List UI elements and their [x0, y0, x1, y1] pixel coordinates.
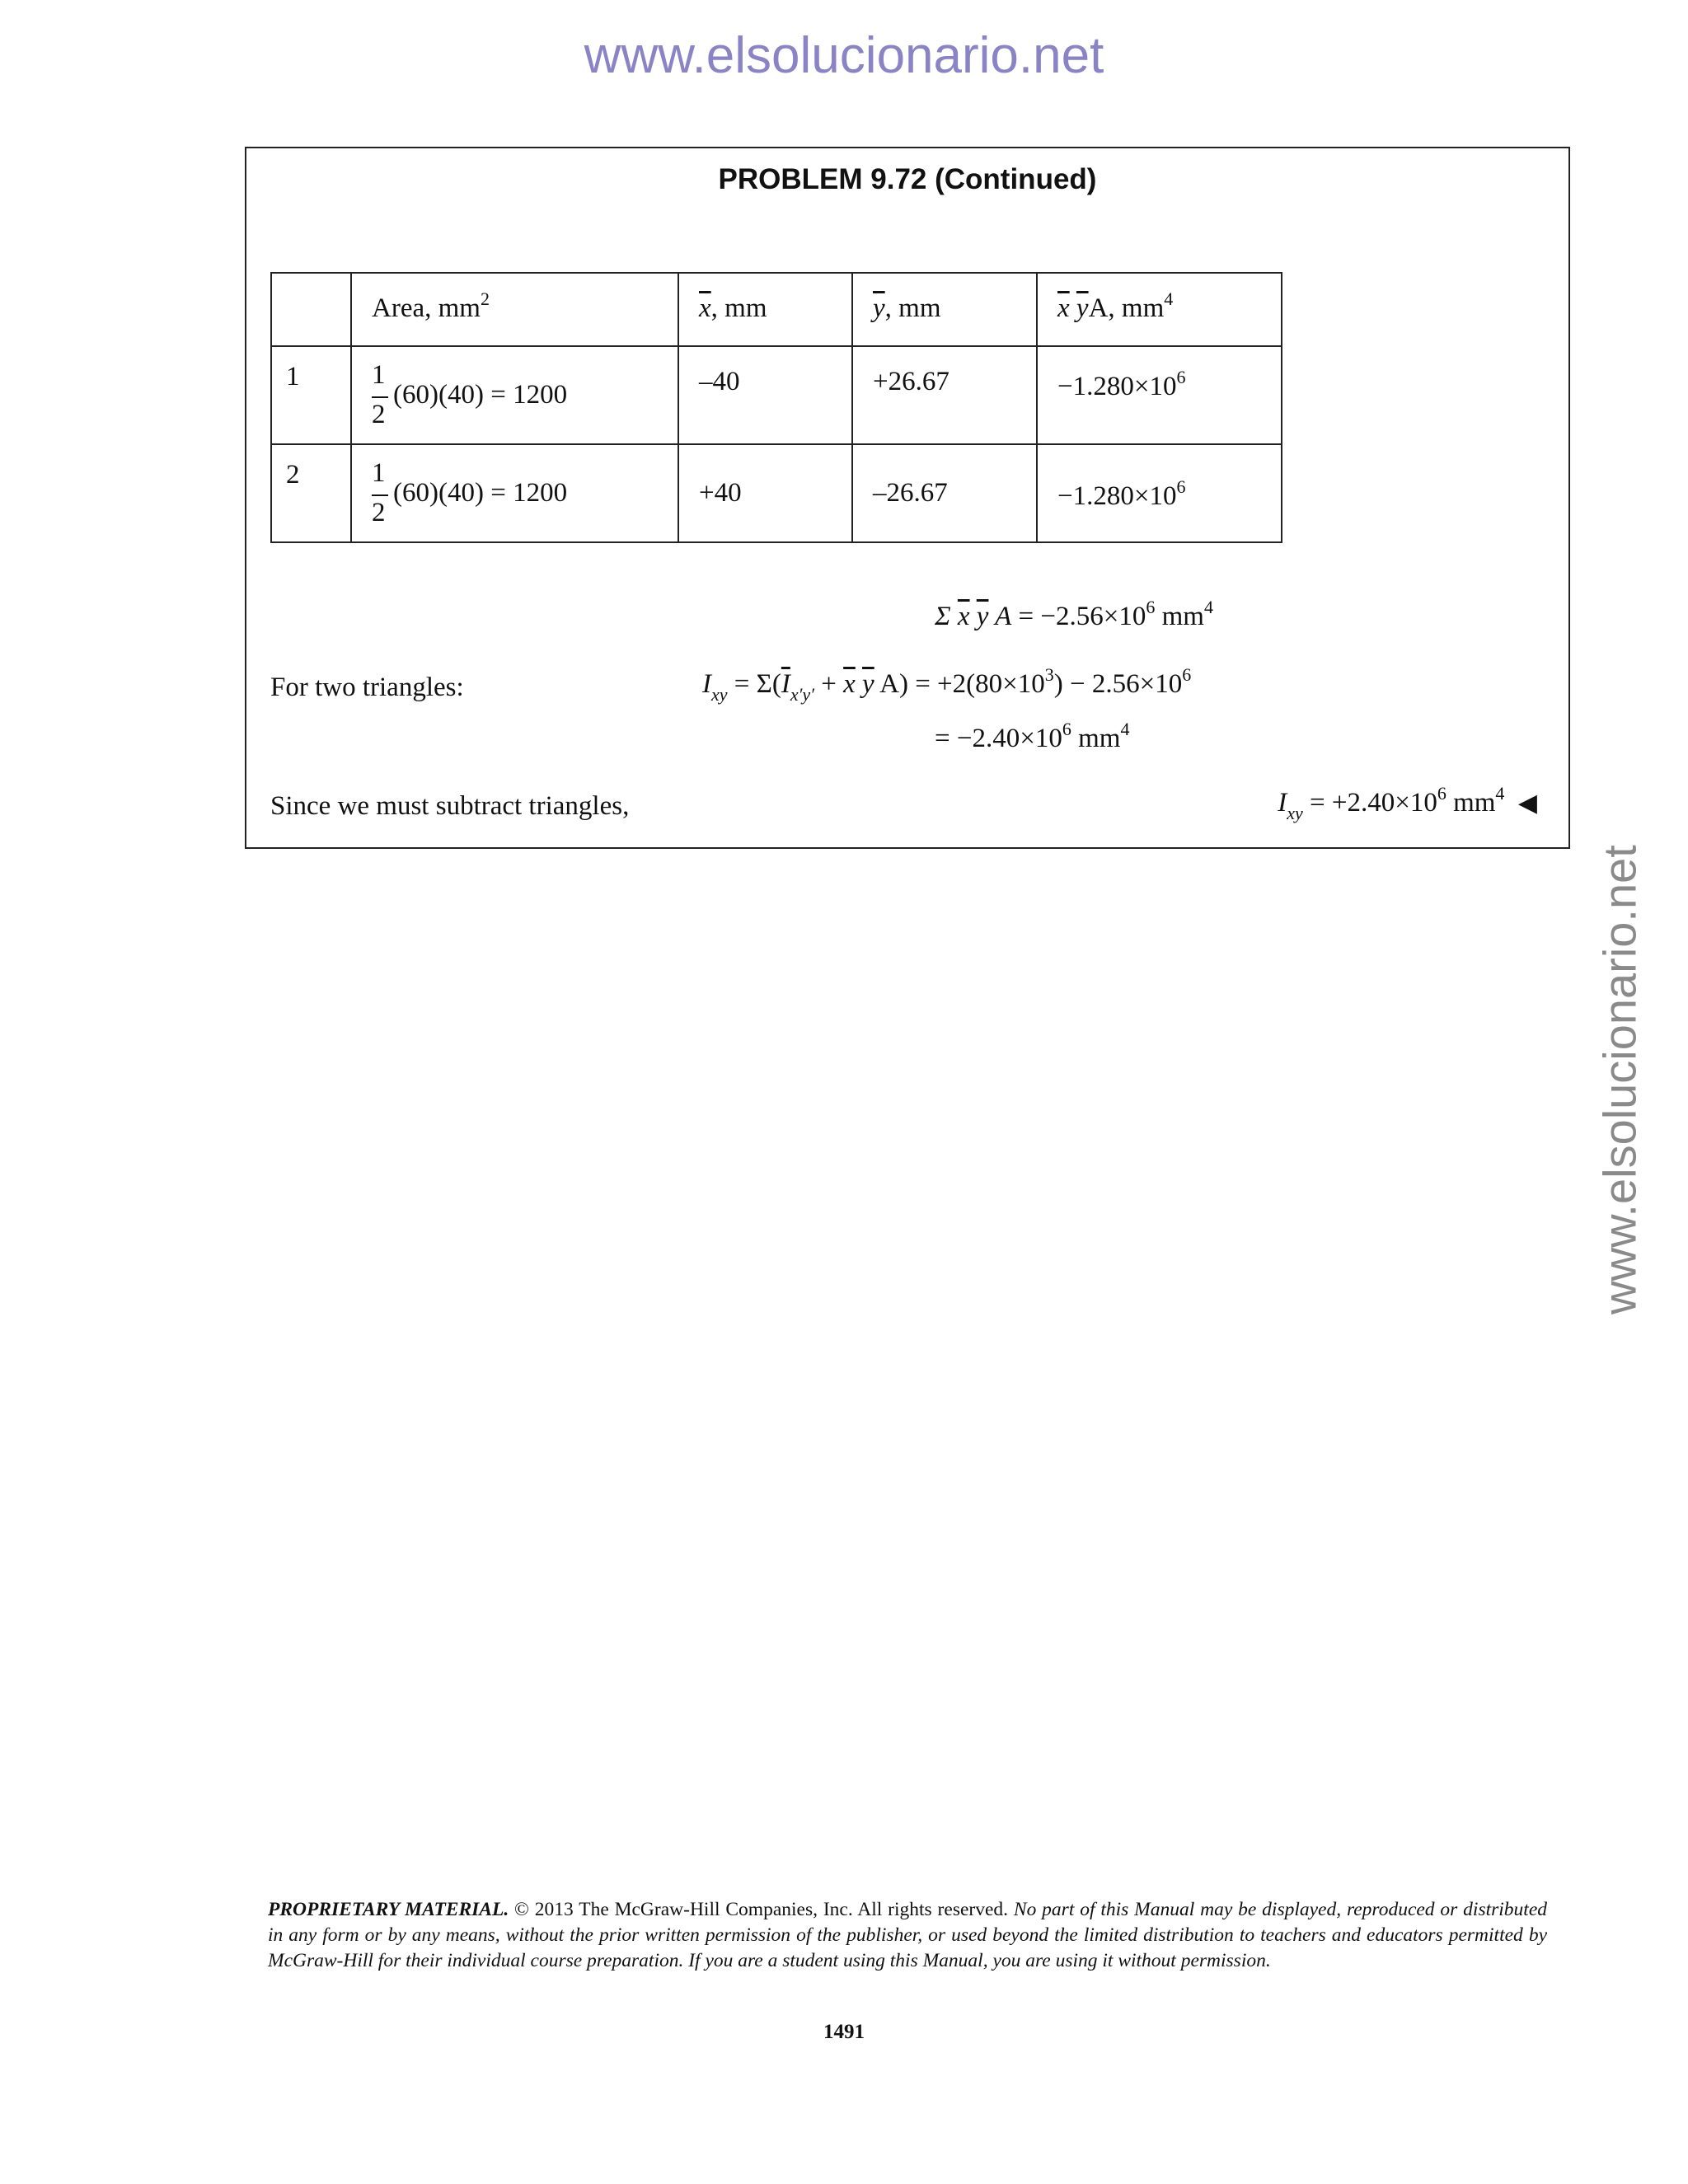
- footer-italic: No part of this Manual may be displayed, reproduced or distributed in any form or by any means, without the prior written permission of the publisher, or used beyond the limited distribution to teachers and educators permitted by McGraw-Hill for their individual course preparation. If you are a student using this Manual, you are using it without permission.: [268, 1899, 1548, 1971]
- table-row: [271, 346, 1282, 444]
- sum-unit-exp: 4: [1203, 597, 1213, 617]
- row-area-cell: [351, 346, 678, 444]
- row-index-cell: [271, 346, 351, 444]
- ixy-result-line: [935, 719, 1130, 754]
- header-y-label: $\overline{y}$, mm: [873, 293, 941, 323]
- row-number: 1: [286, 362, 300, 391]
- row-y-cell: [852, 444, 1037, 542]
- watermark-top[interactable]: www.elsolucionario.net: [584, 27, 1104, 84]
- row-xya-value: −1.280×10: [1057, 372, 1177, 401]
- row-x-cell: [678, 346, 852, 444]
- ixy-lhs-sub: xy: [711, 684, 728, 705]
- header-xya-sup: 4: [1164, 288, 1174, 309]
- final-exp: 6: [1437, 783, 1447, 804]
- row-y-value: +26.67: [873, 367, 950, 396]
- ixy-mid-c: ) − 2.56×10: [1053, 669, 1183, 699]
- row-xya-cell: [1037, 444, 1282, 542]
- fraction-bar: [372, 396, 388, 398]
- ixy-mid-exp: 3: [1044, 664, 1054, 685]
- final-rhs: = +2.40×10: [1302, 788, 1437, 818]
- fraction-denominator: 2: [372, 400, 386, 429]
- row-y-value: –26.67: [873, 478, 948, 508]
- row-xya-exp: 6: [1176, 367, 1186, 387]
- ixy-mid-exp2: 6: [1182, 664, 1192, 685]
- ixy-line2: = −2.40×10: [935, 724, 1062, 753]
- footer-bold: PROPRIETARY MATERIAL.: [268, 1899, 509, 1920]
- watermark-side-text[interactable]: www.elsolucionario.net: [1593, 845, 1646, 1315]
- sum-unit: mm: [1155, 602, 1204, 631]
- header-cell-y: [852, 273, 1037, 346]
- sum-lhs: Σ $\overline{x}$ $\overline{y}$ A: [935, 602, 1012, 631]
- ixy-line2-unit: mm: [1071, 724, 1121, 753]
- area-expression: (60)(40) = 1200: [393, 478, 568, 508]
- conclusion-label: Since we must subtract triangles,: [270, 791, 630, 821]
- ixy-mid-sub: x′y′: [790, 684, 814, 705]
- footer-normal: © 2013 The McGraw-Hill Companies, Inc. All rights reserved.: [509, 1899, 1014, 1920]
- row-x-cell: [678, 444, 852, 542]
- ixy-lhs: I: [702, 669, 711, 699]
- row-x-value: +40: [699, 478, 742, 508]
- table-header-row: [271, 273, 1282, 346]
- header-cell-area: [351, 273, 678, 346]
- page-number: 1491: [823, 2021, 865, 2043]
- ixy-mid-b: + $\overline{x}$ $\overline{y}$ A) = +2(80×10: [814, 669, 1045, 699]
- ixy-mid-i: $\overline{I}$: [781, 669, 790, 699]
- row-xya-exp: 6: [1176, 476, 1186, 497]
- sum-equation: [935, 597, 1213, 632]
- copyright-footer: [268, 1897, 1547, 1974]
- row-number: 2: [286, 460, 300, 490]
- row-xya-value: −1.280×10: [1057, 481, 1177, 511]
- fraction-denominator: 2: [372, 498, 386, 527]
- area-expression: (60)(40) = 1200: [393, 380, 568, 410]
- fraction-bar: [372, 494, 388, 496]
- header-xya-label: $\overline{x}$ $\overline{y}A$, mm: [1057, 293, 1165, 323]
- header-cell-x: [678, 273, 852, 346]
- problem-box: [245, 147, 1570, 849]
- answer-end-marker: ◀: [1517, 790, 1537, 817]
- table-row: [271, 444, 1282, 542]
- final-lhs: I: [1278, 788, 1287, 818]
- ixy-mid-a: = Σ(: [727, 669, 781, 699]
- row-y-cell: [852, 346, 1037, 444]
- row-index-cell: [271, 444, 351, 542]
- fraction-numerator: 1: [372, 360, 386, 390]
- row-area-cell: [351, 444, 678, 542]
- ixy-line2-unit-exp: 4: [1120, 719, 1130, 739]
- header-area-sup: 2: [480, 288, 490, 309]
- moments-table: [270, 272, 1282, 543]
- ixy-line2-exp: 6: [1062, 719, 1071, 739]
- header-cell-index: [271, 273, 351, 346]
- final-lhs-sub: xy: [1287, 803, 1303, 823]
- sum-rhs: = −2.56×10: [1011, 602, 1146, 631]
- problem-title: PROBLEM 9.72 (Continued): [718, 163, 1097, 195]
- fraction-numerator: 1: [372, 458, 386, 488]
- final-answer: [1278, 783, 1537, 823]
- two-triangles-label: For two triangles:: [270, 673, 464, 702]
- header-area-label: Area, mm: [372, 293, 481, 323]
- row-xya-cell: [1037, 346, 1282, 444]
- ixy-equation: [702, 664, 1192, 705]
- row-x-value: –40: [699, 367, 740, 396]
- header-x-label: $\overline{x}$, mm: [699, 293, 767, 323]
- final-unit: mm: [1446, 788, 1496, 818]
- final-unit-exp: 4: [1495, 783, 1505, 804]
- header-cell-xya: [1037, 273, 1282, 346]
- sum-exp: 6: [1146, 597, 1156, 617]
